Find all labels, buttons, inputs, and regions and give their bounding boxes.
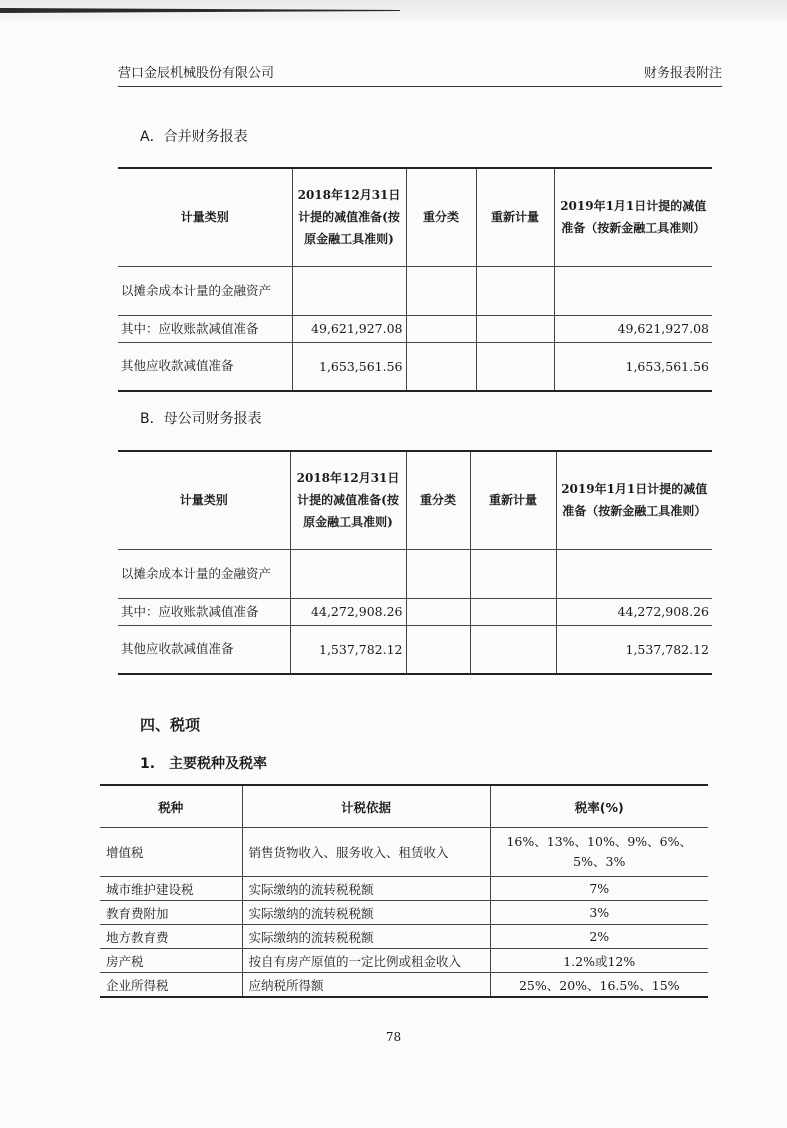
tax-name: 教育费附加	[100, 901, 242, 925]
table-row	[118, 598, 712, 625]
col-header-2019: 2019年1月1日计提的减值准备（按新金融工具准则）	[554, 168, 712, 266]
cell-2019: 1,537,782.12	[556, 625, 712, 674]
cell-remeasure	[470, 549, 556, 598]
table-parent-company	[118, 450, 712, 675]
col-header-reclass: 重分类	[406, 451, 470, 549]
col-header-category: 计量类别	[118, 168, 292, 266]
col-header-2019: 2019年1月1日计提的减值准备（按新金融工具准则）	[556, 451, 712, 549]
company-name: 营口金辰机械股份有限公司	[118, 66, 275, 81]
row-label: 其他应收款减值准备	[118, 342, 292, 391]
row-label: 其中：应收账款减值准备	[118, 598, 290, 625]
cell-remeasure	[476, 342, 554, 391]
cell-remeasure	[470, 598, 556, 625]
section-b-title: B．母公司财务报表	[140, 411, 262, 427]
col-header-tax: 税种	[100, 785, 242, 828]
tax-name: 房产税	[100, 949, 242, 973]
cell-2019	[554, 266, 712, 315]
cell-2018	[290, 549, 406, 598]
table-row	[100, 828, 708, 877]
cell-2019: 1,653,561.56	[554, 342, 712, 391]
page-header	[118, 60, 722, 87]
table-row	[118, 315, 712, 342]
cell-2018: 44,272,908.26	[290, 598, 406, 625]
cell-2019: 49,621,927.08	[554, 315, 712, 342]
cell-2019: 44,272,908.26	[556, 598, 712, 625]
table-row	[100, 973, 708, 998]
cell-2018: 1,537,782.12	[290, 625, 406, 674]
cell-reclass	[406, 598, 470, 625]
table-header-row	[100, 785, 708, 828]
col-header-category: 计量类别	[118, 451, 290, 549]
tax-section-title: 四、税项	[140, 716, 201, 734]
table-row	[118, 625, 712, 674]
cell-remeasure	[476, 315, 554, 342]
col-header-basis: 计税依据	[242, 785, 490, 828]
section-a-title: A．合并财务报表	[140, 129, 248, 145]
tax-basis: 实际缴纳的流转税税额	[242, 877, 490, 901]
table-row	[100, 901, 708, 925]
row-label: 以摊余成本计量的金融资产	[118, 266, 292, 315]
table-header-row	[118, 168, 712, 266]
tax-name: 增值税	[100, 828, 242, 877]
cell-2018	[292, 266, 406, 315]
tax-basis: 销售货物收入、服务收入、租赁收入	[242, 828, 490, 877]
tax-name: 城市维护建设税	[100, 877, 242, 901]
cell-reclass	[406, 625, 470, 674]
table-row	[100, 949, 708, 973]
col-header-2018: 2018年12月31日计提的减值准备(按原金融工具准则)	[290, 451, 406, 549]
tax-rate: 2%	[490, 925, 708, 949]
tax-name: 企业所得税	[100, 973, 242, 998]
col-header-reclass: 重分类	[406, 168, 476, 266]
cell-reclass	[406, 549, 470, 598]
row-label: 其中：应收账款减值准备	[118, 315, 292, 342]
table-row	[118, 549, 712, 598]
row-label: 其他应收款减值准备	[118, 625, 290, 674]
cell-remeasure	[476, 266, 554, 315]
tax-basis: 实际缴纳的流转税税额	[242, 901, 490, 925]
col-header-remeasure: 重新计量	[470, 451, 556, 549]
col-header-remeasure: 重新计量	[476, 168, 554, 266]
tax-rate: 16%、13%、10%、9%、6%、5%、3%	[490, 828, 708, 877]
tax-rate: 25%、20%、16.5%、15%	[490, 973, 708, 998]
table-row	[100, 877, 708, 901]
tax-basis: 实际缴纳的流转税税额	[242, 925, 490, 949]
tax-basis: 应纳税所得额	[242, 973, 490, 998]
tax-name: 地方教育费	[100, 925, 242, 949]
table-header-row	[118, 451, 712, 549]
document-title: 财务报表附注	[643, 66, 722, 81]
cell-reclass	[406, 315, 476, 342]
page-number: 78	[385, 1030, 402, 1044]
tax-basis: 按自有房产原值的一定比例或租金收入	[242, 949, 490, 973]
col-header-2018: 2018年12月31日计提的减值准备(按原金融工具准则)	[292, 168, 406, 266]
tax-rate: 7%	[490, 877, 708, 901]
cell-2018: 1,653,561.56	[292, 342, 406, 391]
tax-rate-table	[100, 784, 708, 998]
table-row	[118, 342, 712, 391]
tax-rate: 3%	[490, 901, 708, 925]
cell-reclass	[406, 266, 476, 315]
cell-remeasure	[470, 625, 556, 674]
cell-reclass	[406, 342, 476, 391]
tax-rate: 1.2%或12%	[490, 949, 708, 973]
table-consolidated	[118, 167, 712, 392]
table-row	[118, 266, 712, 315]
table-row	[100, 925, 708, 949]
row-label: 以摊余成本计量的金融资产	[118, 549, 290, 598]
tax-subsection-title: 1. 主要税种及税率	[140, 756, 268, 772]
cell-2019	[556, 549, 712, 598]
cell-2018: 49,621,927.08	[292, 315, 406, 342]
col-header-rate: 税率(%)	[490, 785, 708, 828]
